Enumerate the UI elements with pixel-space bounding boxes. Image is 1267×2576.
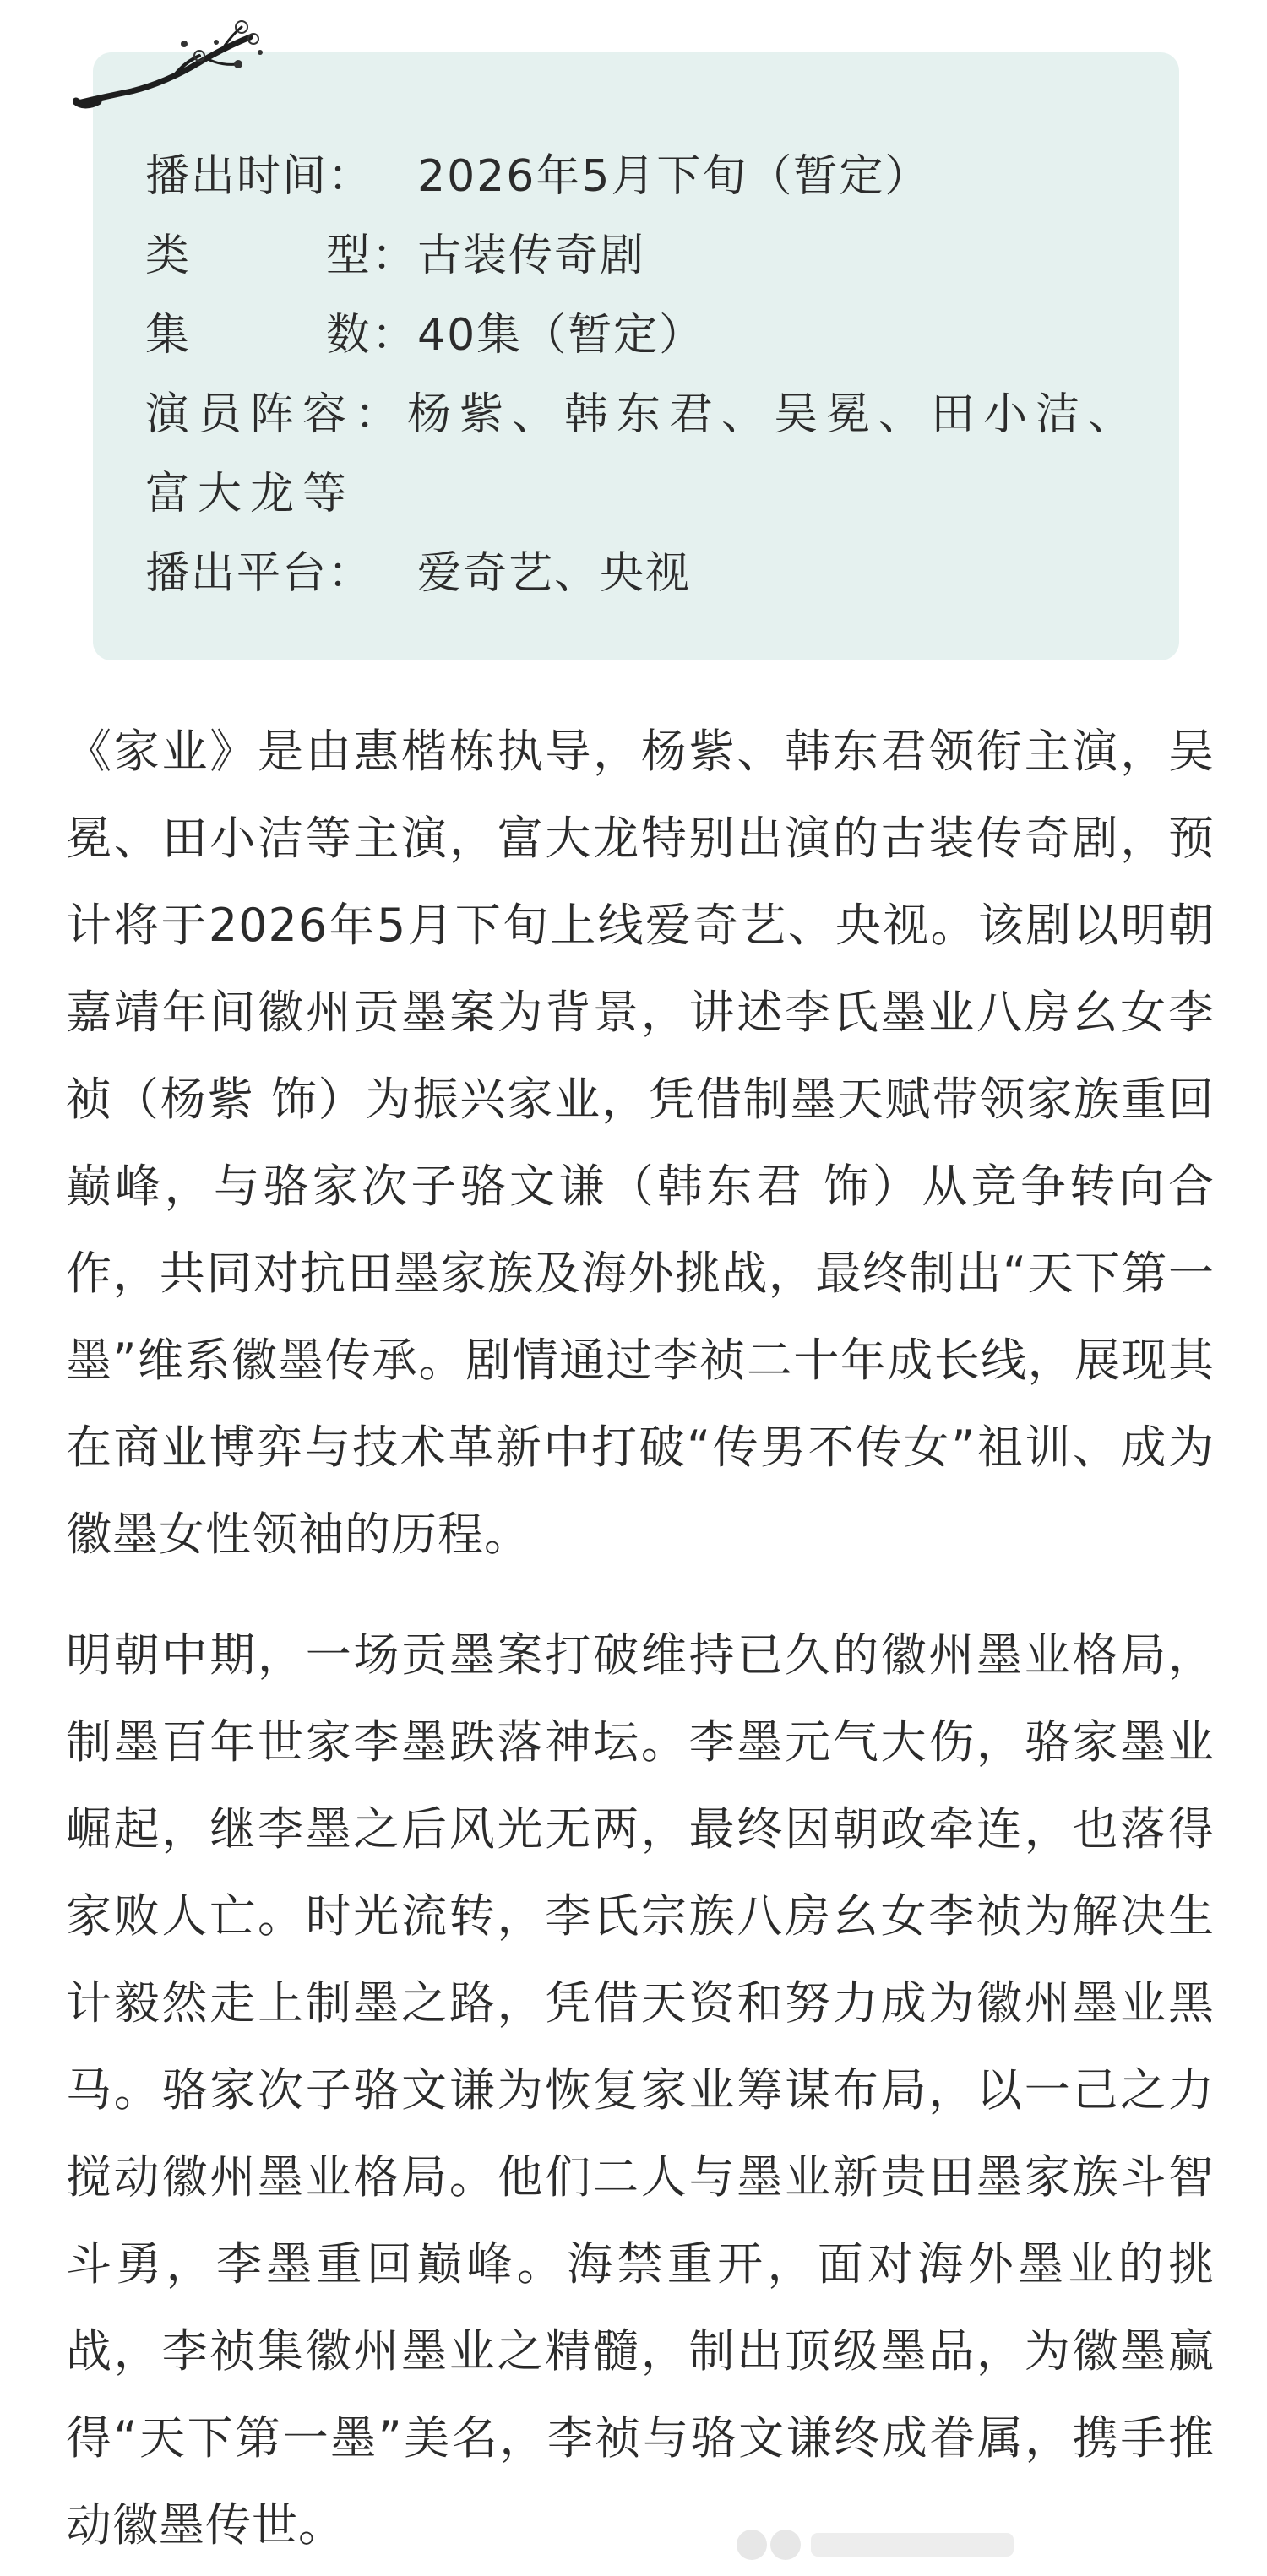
cast-row	[145, 375, 1142, 534]
airtime-row	[145, 137, 1142, 216]
genre-row	[145, 216, 1142, 296]
paragraph-synopsis: 明朝中期，一场贡墨案打破维持已久的徽州墨业格局，制墨百年世家李墨跌落神坛。李墨元气大伤，骆家墨业崛起，继李墨之后风光无两，最终因朝政牵连，也落得家败人亡。时光流转，李氏宗族八房幺女李祯为解决生计毅然走上制墨之路，凭借天资和努力成为徽州墨业黑马。骆家次子骆文谦为恢复家业筹谋布局，以一己之力搅动徽州墨业格局。他们二人与墨业新贵田墨家族斗智斗勇，李墨重回巅峰。海禁重开，面对海外墨业的挑战，李祯集徽州墨业之精髓，制出顶级墨品，为徽墨赢得“天下第一墨”美名，李祯与骆文谦终成眷属，携手推动徽墨传世。	[66, 1628, 1215, 2552]
genre-label-colon: 型：	[325, 231, 417, 281]
paragraph-intro: 《家业》是由惠楷栋执导，杨紫、韩东君领衔主演，吴冕、田小洁等主演，富大龙特别出演的古装传奇剧，预计将于2026年5月下旬上线爱奇艺、央视。该剧以明朝嘉靖年间徽州贡墨案为背景，讲述李氏墨业八房幺女李祯（杨紫 饰）为振兴家业，凭借制墨天赋带领家族重回巅峰，与骆家次子骆文谦（韩东君 饰）从竞争转向合作，共同对抗田墨家族及海外挑战，最终制出“天下第一墨”维系徽墨传承。剧情通过李祯二十年成长线，展现其在商业博弈与技术革新中打破“传男不传女”祖训、成为徽墨女性领袖的历程。	[66, 725, 1215, 1561]
cast-value: 杨紫、韩东君、吴冕、田小洁、富大龙等	[145, 389, 1141, 519]
cast-label: 演员阵容：	[145, 389, 408, 440]
episodes-row	[145, 296, 1142, 375]
platform-row	[145, 534, 1142, 613]
episodes-value: 40集（暂定）	[417, 310, 705, 361]
plum-blossom-branch-icon	[73, 19, 275, 120]
airtime-value: 2026年5月下旬（暂定）	[417, 151, 931, 202]
platform-label: 播出平台：	[145, 548, 374, 599]
genre-label-char: 类	[145, 231, 192, 281]
episodes-label-char: 集	[145, 310, 192, 361]
platform-value: 爱奇艺、央视	[417, 548, 692, 599]
info-list	[145, 137, 1142, 613]
genre-value: 古装传奇剧	[417, 231, 646, 281]
episodes-label-colon: 数：	[325, 310, 417, 361]
info-card	[93, 52, 1179, 660]
genre-label	[145, 216, 417, 296]
watermark-icon	[726, 2521, 1030, 2568]
airtime-label: 播出时间：	[145, 151, 374, 202]
episodes-label	[145, 296, 417, 375]
